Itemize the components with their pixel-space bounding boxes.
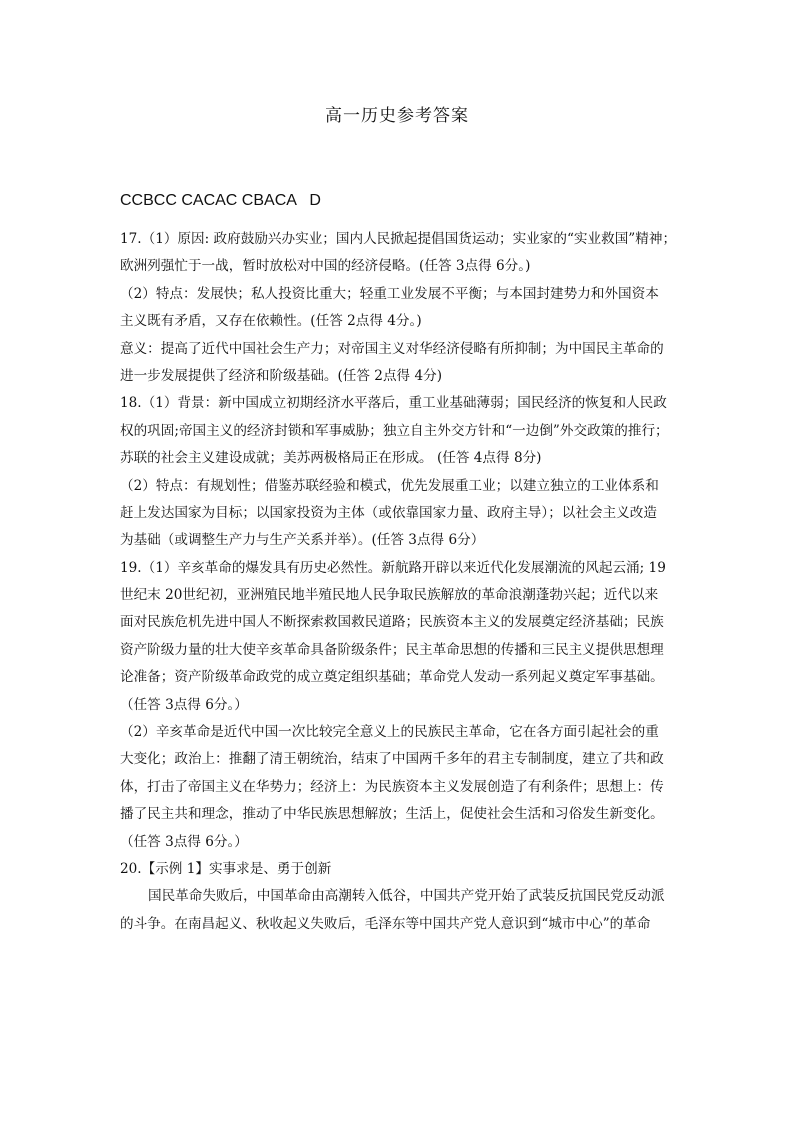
answer-line: 苏联的社会主义建设成就；美苏两极格局正在形成。 (任答 4点得 8分) bbox=[120, 450, 542, 467]
answer-line: 的斗争。在南昌起义、秋收起义失败后，毛泽东等中国共产党人意识到“城市中心”的革命 bbox=[120, 915, 651, 932]
answer-line: 论准备；资产阶级革命政党的成立奠定组织基础；革命党人发动一系列起义奠定军事基础。 bbox=[120, 669, 664, 686]
answer-line: 面对民族危机先进中国人不断探索救国救民道路；民族资本主义的发展奠定经济基础；民族 bbox=[120, 614, 664, 631]
answer-line: 18.（1）背景：新中国成立初期经济水平落后，重工业基础薄弱；国民经济的恢复和人民政 bbox=[120, 395, 667, 412]
answer-line: 播了民主共和理念，推动了中华民族思想解放；生活上，促使社会生活和习俗发生新变化。 bbox=[120, 806, 664, 823]
answer-line: 资产阶级力量的壮大使辛亥革命具备阶级条件；民主革命思想的传播和三民主义提供思想理 bbox=[120, 641, 664, 658]
answer-line: 20.【示例 1】实事求是、勇于创新 bbox=[120, 860, 332, 877]
answer-line: （2）特点：有规划性；借鉴苏联经验和模式，优先发展重工业；以建立独立的工业体系和 bbox=[120, 477, 659, 494]
answer-line: 17.（1）原因: 政府鼓励兴办实业；国内人民掀起提倡国货运动；实业家的“实业救国”精神； bbox=[120, 231, 676, 247]
answer-line: 主义既有矛盾，又存在依赖性。(任答 2点得 4分。) bbox=[120, 313, 422, 330]
answer-line: 进一步发展提供了经济和阶级基础。(任答 2点得 4分) bbox=[120, 367, 443, 384]
answer-line: 世纪末 20世纪初，亚洲殖民地半殖民地人民争取民族解放的革命浪潮蓬勃兴起；近代以来 bbox=[120, 587, 659, 604]
answer-line: 权的巩固;帝国主义的经济封锁和军事威胁；独立自主外交方针和“一边倒”外交政策的推行； bbox=[120, 422, 669, 439]
answer-line: 体，打击了帝国主义在华势力；经济上：为民族资本主义发展创造了有利条件；思想上：传 bbox=[120, 778, 664, 795]
answer-body bbox=[120, 226, 676, 938]
answer-line: 19.（1）辛亥革命的爆发具有历史必然性。新航路开辟以来近代化发展潮流的风起云涌; 19 bbox=[120, 559, 666, 576]
answer-line: （任答 3点得 6分。） bbox=[120, 833, 248, 850]
answer-line: （2）辛亥革命是近代中国一次比较完全意义上的民族民主革命，它在各方面引起社会的重 bbox=[120, 724, 659, 741]
answer-line: （任答 3点得 6分。） bbox=[120, 696, 248, 713]
answer-line: 欧洲列强忙于一战，暂时放松对中国的经济侵略。(任答 3点得 6分。) bbox=[120, 258, 531, 275]
answer-line: 为基础（或调整生产力与生产关系并举）。(任答 3点得 6分） bbox=[120, 532, 485, 549]
answer-line: 赶上发达国家为目标；以国家投资为主体（或依靠国家力量、政府主导）；以社会主义改造 bbox=[120, 504, 657, 521]
answer-line: （2）特点：发展快；私人投资比重大；轻重工业发展不平衡；与本国封建势力和外国资本 bbox=[120, 285, 659, 302]
multiple-choice-answer-key: CCBCC CACAC CBACA D bbox=[120, 192, 321, 209]
answer-line: 国民革命失败后，中国革命由高潮转入低谷，中国共产党开始了武装反抗国民党反动派 bbox=[148, 888, 665, 905]
page-title: 高一历史参考答案 bbox=[325, 106, 469, 126]
answer-line: 大变化；政治上：推翻了清王朝统治，结束了中国两千多年的君主专制制度，建立了共和政 bbox=[120, 751, 664, 768]
answer-line: 意义：提高了近代中国社会生产力；对帝国主义对华经济侵略有所抑制；为中国民主革命的 bbox=[120, 340, 664, 357]
